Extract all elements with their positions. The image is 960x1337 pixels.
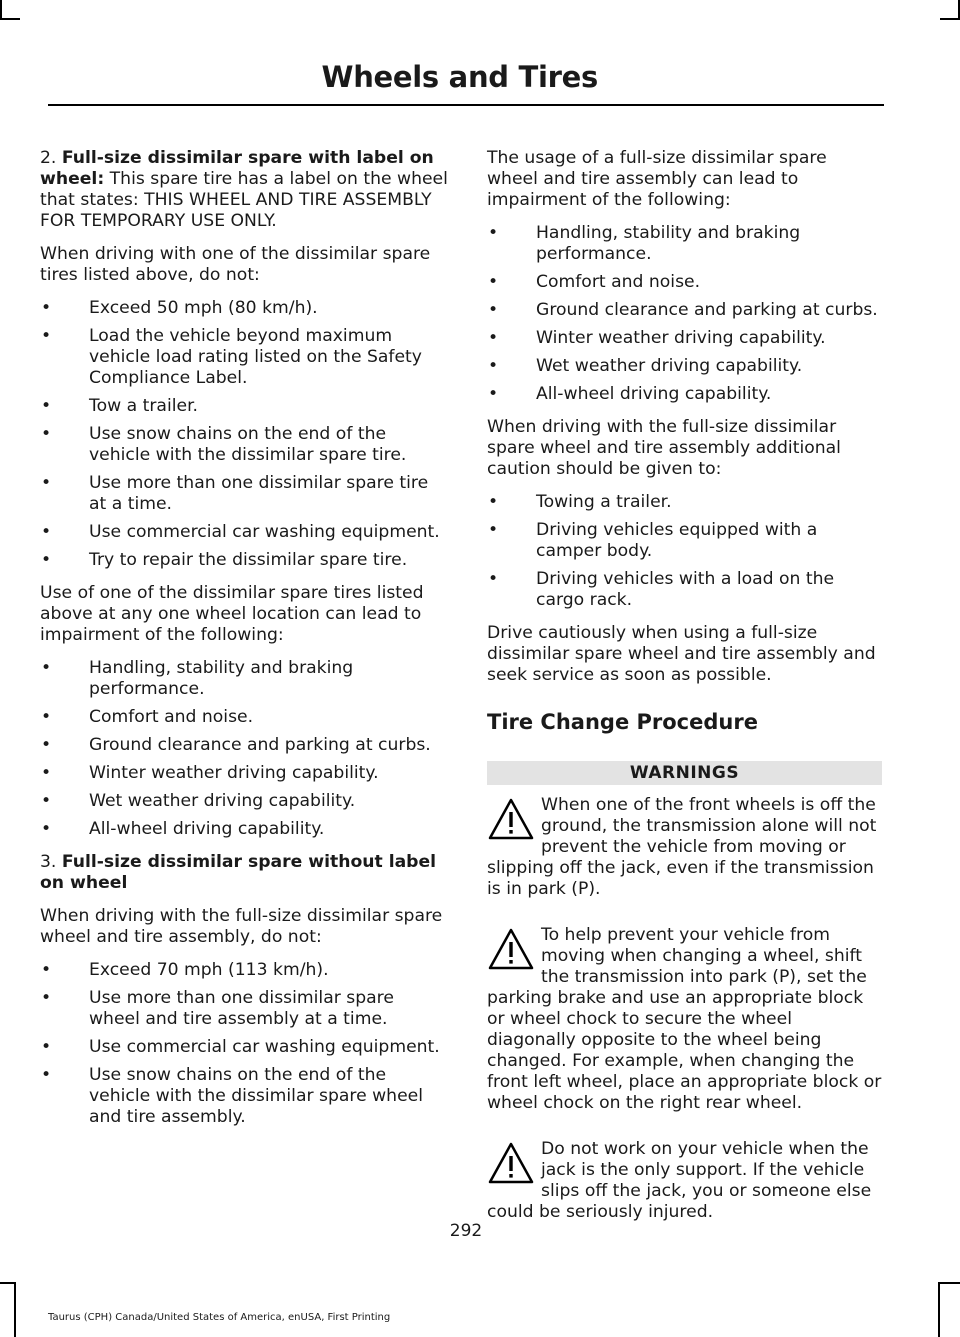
bullet-list [40, 960, 450, 1128]
list-item: • Tow a trailer. [41, 396, 199, 416]
paragraph: The usage of a full-size dissimilar spare wheel and tire assembly can lead to impairment of the following: [487, 148, 827, 210]
bullet-icon: • [41, 763, 52, 783]
bullet-icon: • [488, 356, 499, 376]
bullet-icon: • [41, 1065, 52, 1085]
header-divider [48, 104, 884, 106]
warning-triangle-icon [487, 1141, 535, 1185]
bullet-icon: • [488, 223, 499, 243]
bullet-icon: • [41, 735, 52, 755]
bullet-icon: • [41, 988, 52, 1008]
crop-mark-top-right-h [940, 18, 960, 20]
list-item: • All-wheel driving capability. [41, 819, 325, 839]
bullet-icon: • [488, 272, 499, 292]
section-2-text: This spare tire has a label on the wheel that states: THIS WHEEL AND TIRE ASSEMBLY FOR TEMPORARY USE ONLY. [40, 169, 448, 231]
warning-text: To help prevent your vehicle from moving when changing a wheel, shift the transmission into park (P), set the parking brake and use an appropriate block or wheel chock to secure the wheel diagonally opposite to the wheel being changed. For example, when changing the front left wheel, place an appropriate block or wheel chock on the right rear wheel. [487, 925, 882, 1113]
page-number: 292 [449, 1221, 483, 1241]
right-column [487, 148, 882, 1248]
page-title: Wheels and Tires [321, 60, 598, 94]
list-item: • Comfort and noise. [488, 272, 701, 292]
list-item: • Handling, stability and braking performance. [488, 223, 801, 264]
list-item: • Use commercial car washing equipment. [41, 1037, 440, 1057]
bullet-icon: • [41, 424, 52, 444]
paragraph: When driving with the full-size dissimilar spare wheel and tire assembly, do not: [40, 906, 443, 947]
paragraph: When driving with one of the dissimilar spare tires listed above, do not: [40, 244, 431, 285]
section-2-heading: Full-size dissimilar spare with label on wheel: [40, 148, 434, 189]
list-item: • Handling, stability and braking performance. [41, 658, 354, 699]
bullet-icon: • [488, 328, 499, 348]
list-item: • Use snow chains on the end of the vehicle with the dissimilar spare wheel and tire assembly. [41, 1065, 423, 1127]
bullet-icon: • [41, 396, 52, 416]
crop-mark-top-left-h [0, 18, 20, 20]
bullet-icon: • [41, 658, 52, 678]
warning-block [487, 1139, 882, 1223]
crop-mark-bottom-left-h [0, 1282, 16, 1284]
bullet-list [40, 658, 450, 840]
section-3-heading [40, 852, 450, 894]
warning-triangle-icon [487, 797, 535, 841]
bullet-list [40, 298, 450, 571]
bullet-icon: • [41, 550, 52, 570]
list-item: • Load the vehicle beyond maximum vehicle load rating listed on the Safety Compliance Label. [41, 326, 422, 388]
bullet-icon: • [41, 298, 52, 318]
crop-mark-bottom-right [938, 1282, 940, 1337]
list-item: • Winter weather driving capability. [41, 763, 379, 783]
crop-mark-bottom-right-h [938, 1282, 960, 1284]
list-item: • Winter weather driving capability. [488, 328, 826, 348]
list-item: • Driving vehicles equipped with a camper body. [488, 520, 818, 561]
warning-triangle-icon [487, 927, 535, 971]
list-item: • Ground clearance and parking at curbs. [41, 735, 431, 755]
warnings-header: WARNINGS [487, 761, 882, 785]
warning-block [487, 795, 882, 900]
list-item: • Use commercial car washing equipment. [41, 522, 440, 542]
paragraph: Use of one of the dissimilar spare tires listed above at any one wheel location can lead to impairment of the following: [40, 583, 424, 645]
list-item: • Use more than one dissimilar spare wheel and tire assembly at a time. [41, 988, 394, 1029]
list-item: • Towing a trailer. [488, 492, 672, 512]
section-heading: Tire Change Procedure [487, 710, 758, 734]
list-item: • Try to repair the dissimilar spare tire. [41, 550, 408, 570]
crop-mark-bottom-left [14, 1282, 16, 1337]
section-3-number: 3. [40, 852, 57, 872]
bullet-icon: • [488, 492, 499, 512]
list-item: • Exceed 70 mph (113 km/h). [41, 960, 329, 980]
footer-text: Taurus (CPH) Canada/United States of America, enUSA, First Printing [48, 1312, 391, 1323]
list-item: • Ground clearance and parking at curbs. [488, 300, 878, 320]
list-item: • Use snow chains on the end of the vehicle with the dissimilar spare tire. [41, 424, 407, 465]
list-item: • Wet weather driving capability. [41, 791, 356, 811]
bullet-icon: • [41, 819, 52, 839]
list-item: • Use more than one dissimilar spare tire at a time. [41, 473, 429, 514]
paragraph: When driving with the full-size dissimilar spare wheel and tire assembly additional caution should be given to: [487, 417, 841, 479]
bullet-icon: • [488, 569, 499, 589]
bullet-icon: • [41, 791, 52, 811]
section-2-intro [40, 148, 450, 232]
list-item: • Exceed 50 mph (80 km/h). [41, 298, 318, 318]
bullet-list [487, 492, 882, 611]
bullet-icon: • [41, 707, 52, 727]
warning-text: When one of the front wheels is off the ground, the transmission alone will not prevent the vehicle from moving or slipping off the jack, even if the transmission is in park (P). [487, 795, 877, 899]
bullet-icon: • [41, 326, 52, 346]
list-item: • Driving vehicles with a load on the cargo rack. [488, 569, 835, 610]
bullet-icon: • [488, 300, 499, 320]
paragraph: Drive cautiously when using a full-size dissimilar spare wheel and tire assembly and seek service as soon as possible. [487, 623, 876, 685]
list-item: • Comfort and noise. [41, 707, 254, 727]
bullet-icon: • [488, 384, 499, 404]
crop-mark-top-left [0, 0, 2, 20]
section-2-number: 2. [40, 148, 57, 168]
bullet-icon: • [41, 522, 52, 542]
warning-block [487, 925, 882, 1114]
section-3-title: Full-size dissimilar spare without label on wheel [40, 852, 437, 893]
bullet-icon: • [41, 473, 52, 493]
bullet-icon: • [488, 520, 499, 540]
bullet-icon: • [41, 960, 52, 980]
list-item: • Wet weather driving capability. [488, 356, 803, 376]
list-item: • All-wheel driving capability. [488, 384, 772, 404]
warning-text: Do not work on your vehicle when the jack is the only support. If the vehicle slips off the jack, you or someone else could be seriously injured. [487, 1139, 872, 1222]
bullet-icon: • [41, 1037, 52, 1057]
bullet-list [487, 223, 882, 405]
left-column [40, 148, 450, 1140]
